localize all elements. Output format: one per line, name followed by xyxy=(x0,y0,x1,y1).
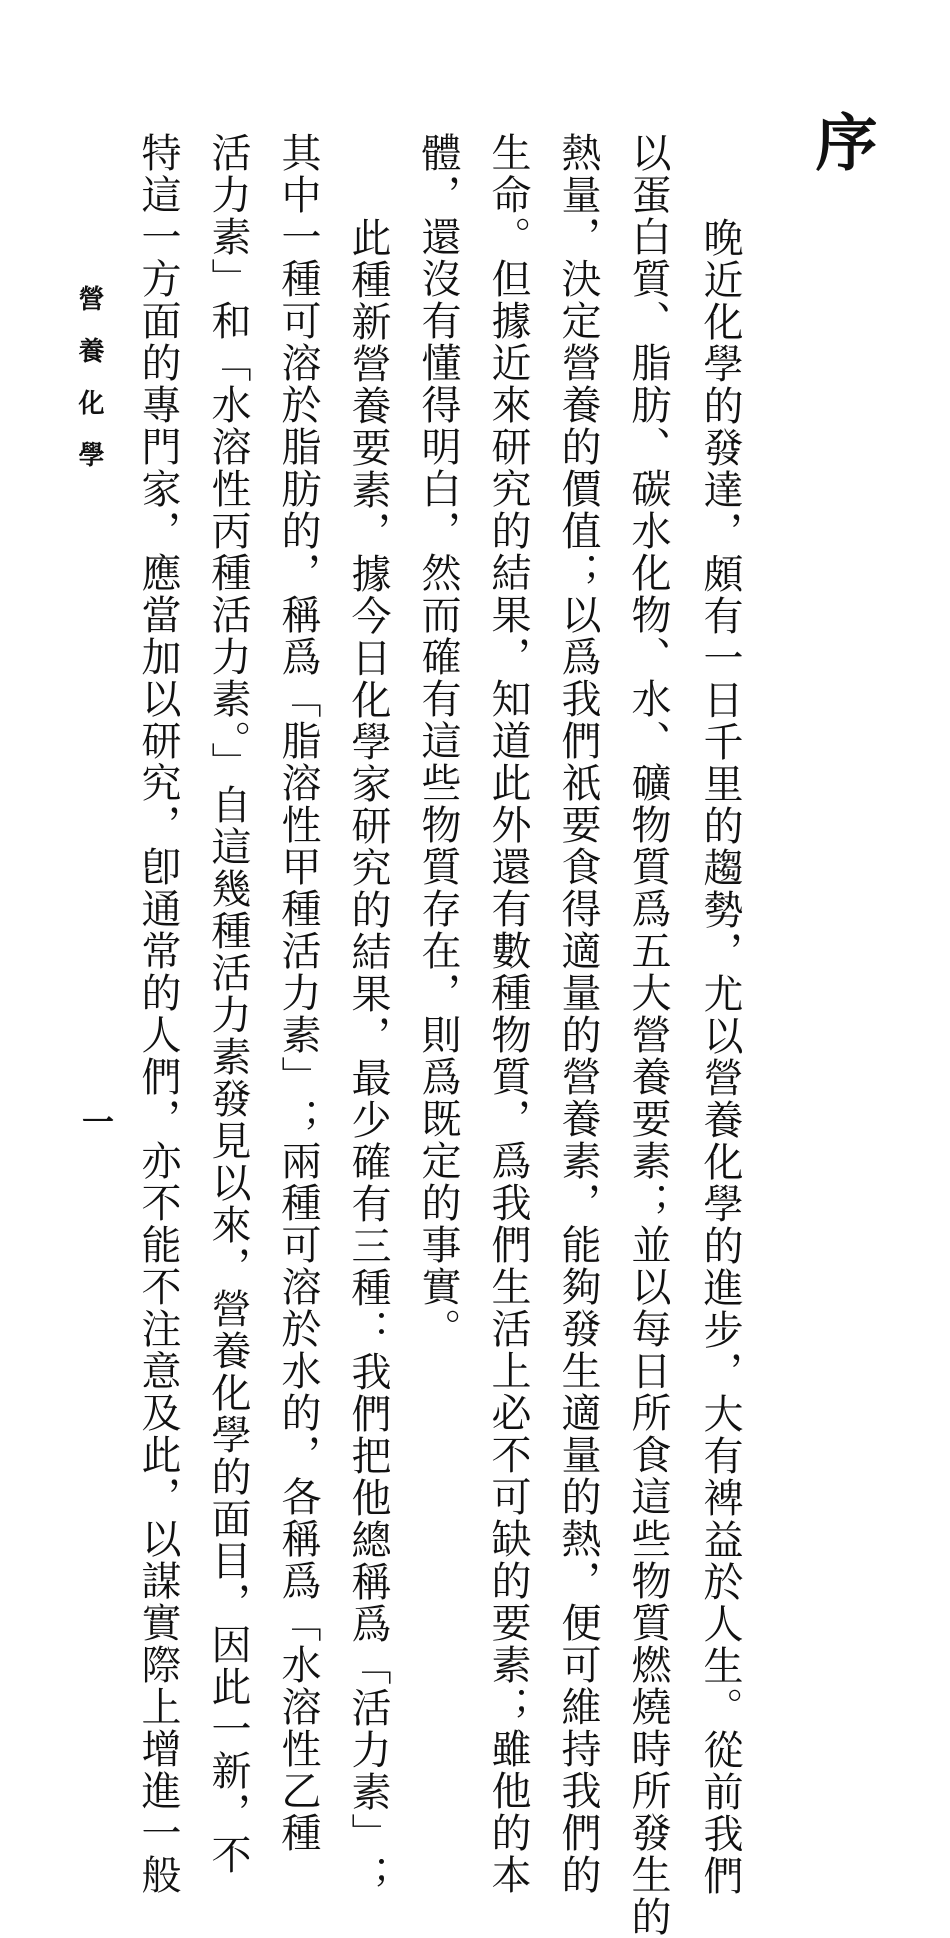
text-column-8: 活力素」和「水溶性丙種活力素。」自這幾種活力素發見以來，營養化學的面目，因此一新，不 xyxy=(205,132,251,1876)
page-number: 一 xyxy=(77,1105,115,1137)
text-column-3: 熱量，決定營養的價值；以爲我們祇要食得適量的營養素，能夠發生適量的熱，便可維持我們的 xyxy=(555,132,601,1896)
preface-title: 序 xyxy=(805,110,878,172)
running-header: 營養化學 xyxy=(74,285,104,493)
text-column-9: 特這一方面的專門家，應當加以研究，卽通常的人們，亦不能不注意及此，以謀實際上增進一般 xyxy=(135,132,181,1896)
text-column-5: 體，還沒有懂得明白，然而確有這些物質存在，則爲既定的事實。 xyxy=(415,132,461,1350)
text-column-1: 晚近化學的發達，頗有一日千里的趨勢，尤以營養化學的進步，大有裨益於人生。從前我們 xyxy=(697,175,743,1897)
text-column-4: 生命。但據近來研究的結果，知道此外還有數種物質，爲我們生活上必不可缺的要素；雖他的本 xyxy=(485,132,531,1896)
text-column-2: 以蛋白質、脂肪、碳水化物、水、礦物質爲五大營養要素；並以每日所食這些物質燃燒時所發生的 xyxy=(625,132,671,1938)
text-column-7: 其中一種可溶於脂肪的，稱爲「脂溶性甲種活力素」；兩種可溶於水的，各稱爲「水溶性乙種 xyxy=(275,132,321,1854)
text-column-6: 此種新營養要素，據今日化學家研究的結果，最少確有三種：我們把他總稱爲「活力素」； xyxy=(345,175,391,1897)
